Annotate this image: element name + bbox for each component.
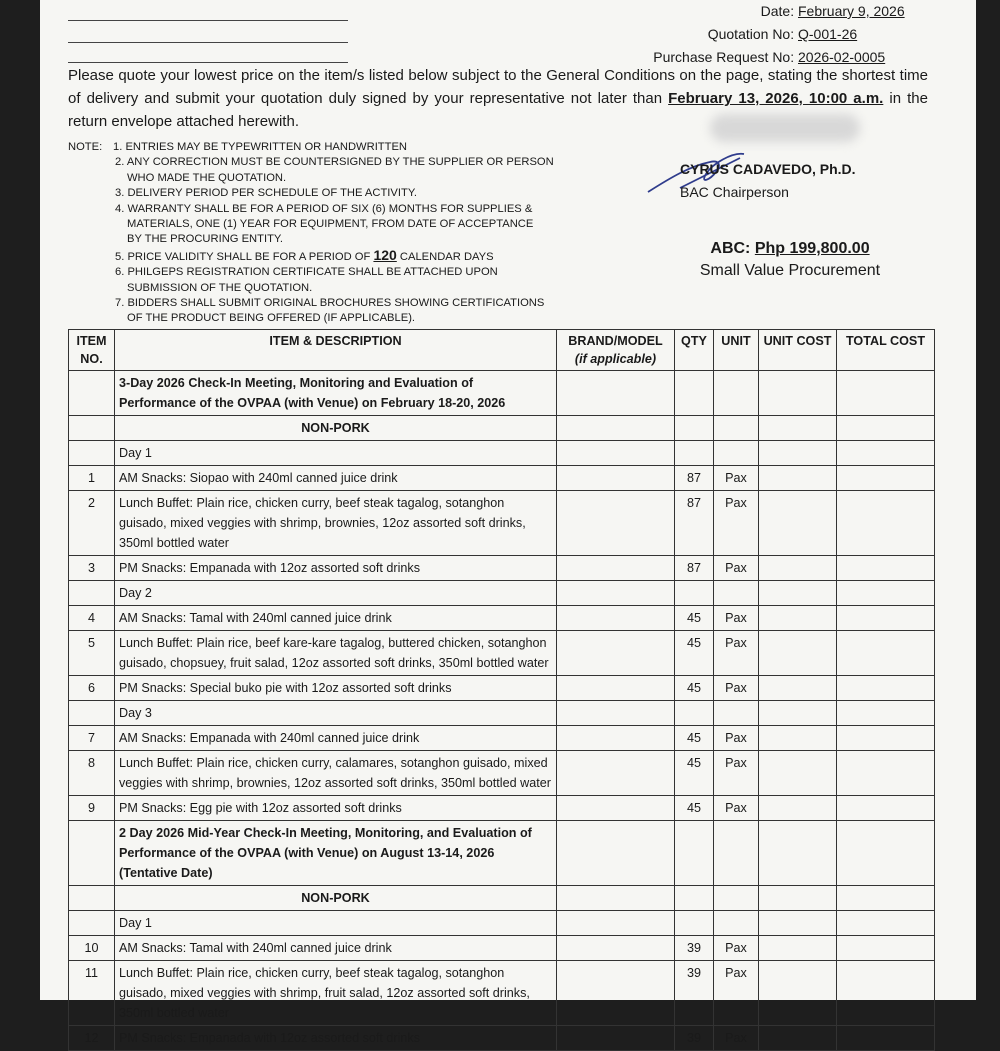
intro-text-end: in the return envelope attached herewith. (68, 90, 928, 130)
address-line (68, 62, 348, 63)
quotation-no-row (653, 23, 928, 46)
unit-cost-cell (759, 726, 837, 751)
item-no-cell: 11 (69, 961, 115, 1026)
brand-cell (557, 581, 675, 606)
unit-cost-cell (759, 701, 837, 726)
unit-cost-cell (759, 751, 837, 796)
total-cost-cell (837, 371, 935, 416)
note-item (68, 217, 648, 232)
total-cost-cell (837, 416, 935, 441)
table-row (69, 606, 935, 631)
description-cell: PM Snacks: Egg pie with 12oz assorted soft drinks (115, 796, 557, 821)
unit-cost-cell (759, 416, 837, 441)
table-row (69, 961, 935, 1026)
total-cost-cell (837, 676, 935, 701)
note-item (68, 232, 648, 247)
unit-cost-cell (759, 676, 837, 701)
unit-cost-cell (759, 631, 837, 676)
unit-cell: Pax (714, 466, 759, 491)
description-cell: Lunch Buffet: Plain rice, chicken curry, beef steak tagalog, sotanghon guisado, mixed veggies with shrimp, fruit salad, 12oz assorted soft drinks, 350ml bottled water (115, 961, 557, 1026)
qty-cell (675, 701, 714, 726)
header-unit: UNIT (714, 330, 759, 371)
unit-cell: Pax (714, 726, 759, 751)
item-no-cell (69, 886, 115, 911)
unit-cell: Pax (714, 556, 759, 581)
qty-cell (675, 581, 714, 606)
date-label: Date: (760, 3, 795, 19)
table-header-row (69, 330, 935, 371)
description-cell: AM Snacks: Tamal with 240ml canned juice drink (115, 606, 557, 631)
total-cost-cell (837, 961, 935, 1026)
header-description: ITEM & DESCRIPTION (115, 330, 557, 371)
qty-cell (675, 911, 714, 936)
item-no-cell (69, 701, 115, 726)
note-text: 7. BIDDERS SHALL SUBMIT ORIGINAL BROCHURES SHOWING CERTIFICATIONS (115, 297, 545, 310)
note-item (68, 281, 648, 296)
item-no-cell (69, 581, 115, 606)
item-no-cell: 2 (69, 491, 115, 556)
description-cell: AM Snacks: Siopao with 240ml canned juice drink (115, 466, 557, 491)
description-cell: Day 1 (115, 911, 557, 936)
description-cell: 2 Day 2026 Mid-Year Check-In Meeting, Monitoring, and Evaluation of Performance of the OVPAA (with Venue) on August 13-14, 2026 (Tentative Date) (115, 821, 557, 886)
date-value: February 9, 2026 (798, 3, 905, 19)
description-cell: AM Snacks: Tamal with 240ml canned juice drink (115, 936, 557, 961)
abc-amount: Php 199,800.00 (754, 240, 870, 257)
item-no-cell: 1 (69, 466, 115, 491)
table-row (69, 796, 935, 821)
deadline: February 13, 2026, 10:00 a.m. (668, 90, 884, 107)
note-row (68, 140, 648, 155)
quotation-document (40, 0, 976, 1045)
header-brand-sub: (if applicable) (574, 352, 657, 366)
unit-cell: Pax (714, 796, 759, 821)
header-unit-cost: UNIT COST (759, 330, 837, 371)
brand-cell (557, 821, 675, 886)
unit-cell (714, 701, 759, 726)
unit-cell: Pax (714, 936, 759, 961)
table-row (69, 631, 935, 676)
brand-cell (557, 886, 675, 911)
item-no-cell (69, 911, 115, 936)
table-row (69, 936, 935, 961)
table-row (69, 821, 935, 886)
note-text: 6. PHILGEPS REGISTRATION CERTIFICATE SHALL BE ATTACHED UPON (115, 266, 498, 279)
description-cell: Lunch Buffet: Plain rice, chicken curry, beef steak tagalog, sotanghon guisado, mixed veggies with shrimp, brownies, 12oz assorted soft drinks, 350ml bottled water (115, 491, 557, 556)
item-no-cell: 9 (69, 796, 115, 821)
total-cost-cell (837, 886, 935, 911)
qty-cell (675, 371, 714, 416)
validity-days: 120 (373, 246, 397, 263)
note-text: WHO MADE THE QUOTATION. (127, 171, 287, 184)
table-row (69, 491, 935, 556)
unit-cell: Pax (714, 491, 759, 556)
total-cost-cell (837, 466, 935, 491)
total-cost-cell (837, 701, 935, 726)
unit-cell: Pax (714, 751, 759, 796)
note-text: 4. WARRANTY SHALL BE FOR A PERIOD OF SIX (6) MONTHS FOR SUPPLIES & (115, 202, 533, 215)
qty-cell: 45 (675, 606, 714, 631)
signatory-name: CYRUS CADAVEDO, Ph.D. (680, 161, 856, 177)
unit-cost-cell (759, 556, 837, 581)
table-row (69, 581, 935, 606)
intro-text: Please quote your lowest price on the item/s listed below subject to the General Conditions on the page, stating the shortest time of delivery and submit your quotation duly signed by your representative not later than (68, 67, 928, 107)
total-cost-cell (837, 911, 935, 936)
qty-cell: 45 (675, 751, 714, 796)
table-row (69, 371, 935, 416)
description-cell: Lunch Buffet: Plain rice, beef kare-kare tagalog, buttered chicken, sotanghon guisado, chopsuey, fruit salad, 12oz assorted soft drinks, 350ml bottled water (115, 631, 557, 676)
address-line (68, 20, 348, 21)
unit-cell (714, 416, 759, 441)
qty-cell (675, 416, 714, 441)
description-cell: AM Snacks: Empanada with 240ml canned juice drink (115, 726, 557, 751)
unit-cost-cell (759, 441, 837, 466)
note-label: NOTE: (68, 141, 103, 153)
note-text: 5. PRICE VALIDITY SHALL BE FOR A PERIOD OF (115, 250, 371, 263)
purchase-request-value: 2026-02-0005 (798, 49, 886, 65)
qty-cell: 45 (675, 726, 714, 751)
note-text: 3. DELIVERY PERIOD PER SCHEDULE OF THE ACTIVITY. (115, 187, 417, 200)
brand-cell (557, 371, 675, 416)
unit-cell (714, 911, 759, 936)
procurement-mode: Small Value Procurement (699, 262, 881, 279)
note-item (68, 186, 648, 201)
purchase-request-label: Purchase Request No: (653, 49, 795, 65)
item-no-cell (69, 441, 115, 466)
brand-cell (557, 491, 675, 556)
description-cell: PM Snacks: Empanada with 12oz assorted soft drinks (115, 556, 557, 581)
item-no-cell: 4 (69, 606, 115, 631)
qty-cell: 39 (675, 936, 714, 961)
quotation-no-label: Quotation No: (707, 26, 795, 42)
unit-cell: Pax (714, 606, 759, 631)
quotation-meta (653, 0, 928, 69)
qty-cell: 45 (675, 631, 714, 676)
unit-cost-cell (759, 581, 837, 606)
item-no-cell: 8 (69, 751, 115, 796)
total-cost-cell (837, 491, 935, 556)
header-brand (557, 330, 675, 371)
unit-cell (714, 441, 759, 466)
item-no-cell: 3 (69, 556, 115, 581)
table-row (69, 416, 935, 441)
qty-cell: 87 (675, 466, 714, 491)
unit-cell: Pax (714, 676, 759, 701)
total-cost-cell (837, 1026, 935, 1051)
total-cost-cell (837, 821, 935, 886)
note-item (68, 248, 648, 265)
item-no-cell: 5 (69, 631, 115, 676)
brand-cell (557, 606, 675, 631)
signatory-title: BAC Chairperson (680, 184, 789, 200)
unit-cell (714, 581, 759, 606)
notes-section (68, 140, 648, 327)
qty-cell: 39 (675, 1026, 714, 1051)
total-cost-cell (837, 726, 935, 751)
brand-cell (557, 936, 675, 961)
header-brand-label: BRAND/MODEL (568, 334, 663, 348)
note-item (68, 171, 648, 186)
brand-cell (557, 911, 675, 936)
note-text: SUBMISSION OF THE QUOTATION. (127, 281, 313, 294)
unit-cost-cell (759, 936, 837, 961)
unit-cost-cell (759, 466, 837, 491)
note-item (68, 265, 648, 280)
table-row (69, 701, 935, 726)
brand-cell (557, 701, 675, 726)
brand-cell (557, 416, 675, 441)
unit-cost-cell (759, 911, 837, 936)
description-cell: Day 1 (115, 441, 557, 466)
unit-cost-cell (759, 371, 837, 416)
header-qty: QTY (675, 330, 714, 371)
note-text: MATERIALS, ONE (1) YEAR FOR EQUIPMENT, FROM DATE OF ACCEPTANCE (127, 218, 534, 231)
item-no-cell: 10 (69, 936, 115, 961)
brand-cell (557, 751, 675, 796)
description-cell: NON-PORK (115, 416, 557, 441)
description-cell: Lunch Buffet: Plain rice, chicken curry, calamares, sotanghon guisado, mixed veggies with shrimp, brownies, 12oz assorted soft drinks, 350ml bottled water (115, 751, 557, 796)
description-cell: PM Snacks: Special buko pie with 12oz assorted soft drinks (115, 676, 557, 701)
unit-cell (714, 886, 759, 911)
brand-cell (557, 961, 675, 1026)
qty-cell (675, 821, 714, 886)
unit-cost-cell (759, 886, 837, 911)
brand-cell (557, 441, 675, 466)
table-row (69, 441, 935, 466)
description-cell: 3-Day 2026 Check-In Meeting, Monitoring and Evaluation of Performance of the OVPAA (with Venue) on February 18-20, 2026 (115, 371, 557, 416)
note-item (68, 155, 648, 170)
qty-cell (675, 886, 714, 911)
table-row (69, 676, 935, 701)
description-cell: Day 3 (115, 701, 557, 726)
unit-cell: Pax (714, 961, 759, 1026)
unit-cell: Pax (714, 631, 759, 676)
item-no-cell (69, 821, 115, 886)
signatory-block (680, 158, 856, 204)
items-table-body (69, 371, 935, 1051)
unit-cell (714, 821, 759, 886)
table-row (69, 556, 935, 581)
brand-cell (557, 1026, 675, 1051)
description-cell: PM Snacks: Empanada with 12oz assorted soft drinks (115, 1026, 557, 1051)
note-item (68, 311, 648, 326)
unit-cost-cell (759, 796, 837, 821)
brand-cell (557, 466, 675, 491)
qty-cell (675, 441, 714, 466)
abc-block (670, 238, 910, 282)
brand-cell (557, 676, 675, 701)
redacted-blur (710, 114, 860, 142)
unit-cost-cell (759, 491, 837, 556)
qty-cell: 45 (675, 796, 714, 821)
table-row (69, 1026, 935, 1051)
items-table (68, 329, 935, 1051)
note-item (68, 296, 648, 311)
total-cost-cell (837, 936, 935, 961)
note-text: CALENDAR DAYS (399, 250, 494, 263)
note-item (68, 202, 648, 217)
unit-cell (714, 371, 759, 416)
brand-cell (557, 796, 675, 821)
unit-cost-cell (759, 1026, 837, 1051)
note-text: OF THE PRODUCT BEING OFFERED (IF APPLICABLE). (127, 312, 416, 325)
unit-cost-cell (759, 821, 837, 886)
date-row (653, 0, 928, 23)
quotation-no-value: Q-001-26 (798, 26, 858, 42)
unit-cost-cell (759, 606, 837, 631)
table-row (69, 751, 935, 796)
total-cost-cell (837, 796, 935, 821)
qty-cell: 87 (675, 556, 714, 581)
table-row (69, 726, 935, 751)
item-no-cell: 6 (69, 676, 115, 701)
qty-cell: 45 (675, 676, 714, 701)
item-no-cell: 7 (69, 726, 115, 751)
qty-cell: 39 (675, 961, 714, 1026)
item-no-cell (69, 371, 115, 416)
total-cost-cell (837, 606, 935, 631)
note-text: BY THE PROCURING ENTITY. (127, 233, 284, 246)
unit-cell: Pax (714, 1026, 759, 1051)
description-cell: Day 2 (115, 581, 557, 606)
brand-cell (557, 631, 675, 676)
header-total-cost: TOTAL COST (837, 330, 935, 371)
brand-cell (557, 556, 675, 581)
abc-label: ABC: (710, 240, 751, 257)
total-cost-cell (837, 441, 935, 466)
total-cost-cell (837, 581, 935, 606)
total-cost-cell (837, 751, 935, 796)
address-line (68, 42, 348, 43)
note-text: 2. ANY CORRECTION MUST BE COUNTERSIGNED BY THE SUPPLIER OR PERSON (115, 156, 554, 169)
note-item: 1. ENTRIES MAY BE TYPEWRITTEN OR HANDWRITTEN (113, 141, 408, 153)
brand-cell (557, 726, 675, 751)
table-row (69, 911, 935, 936)
item-no-cell: 12 (69, 1026, 115, 1051)
qty-cell: 87 (675, 491, 714, 556)
unit-cost-cell (759, 961, 837, 1026)
table-row (69, 886, 935, 911)
description-cell: NON-PORK (115, 886, 557, 911)
total-cost-cell (837, 631, 935, 676)
item-no-cell (69, 416, 115, 441)
table-row (69, 466, 935, 491)
total-cost-cell (837, 556, 935, 581)
header-item-no: ITEM NO. (69, 330, 115, 371)
